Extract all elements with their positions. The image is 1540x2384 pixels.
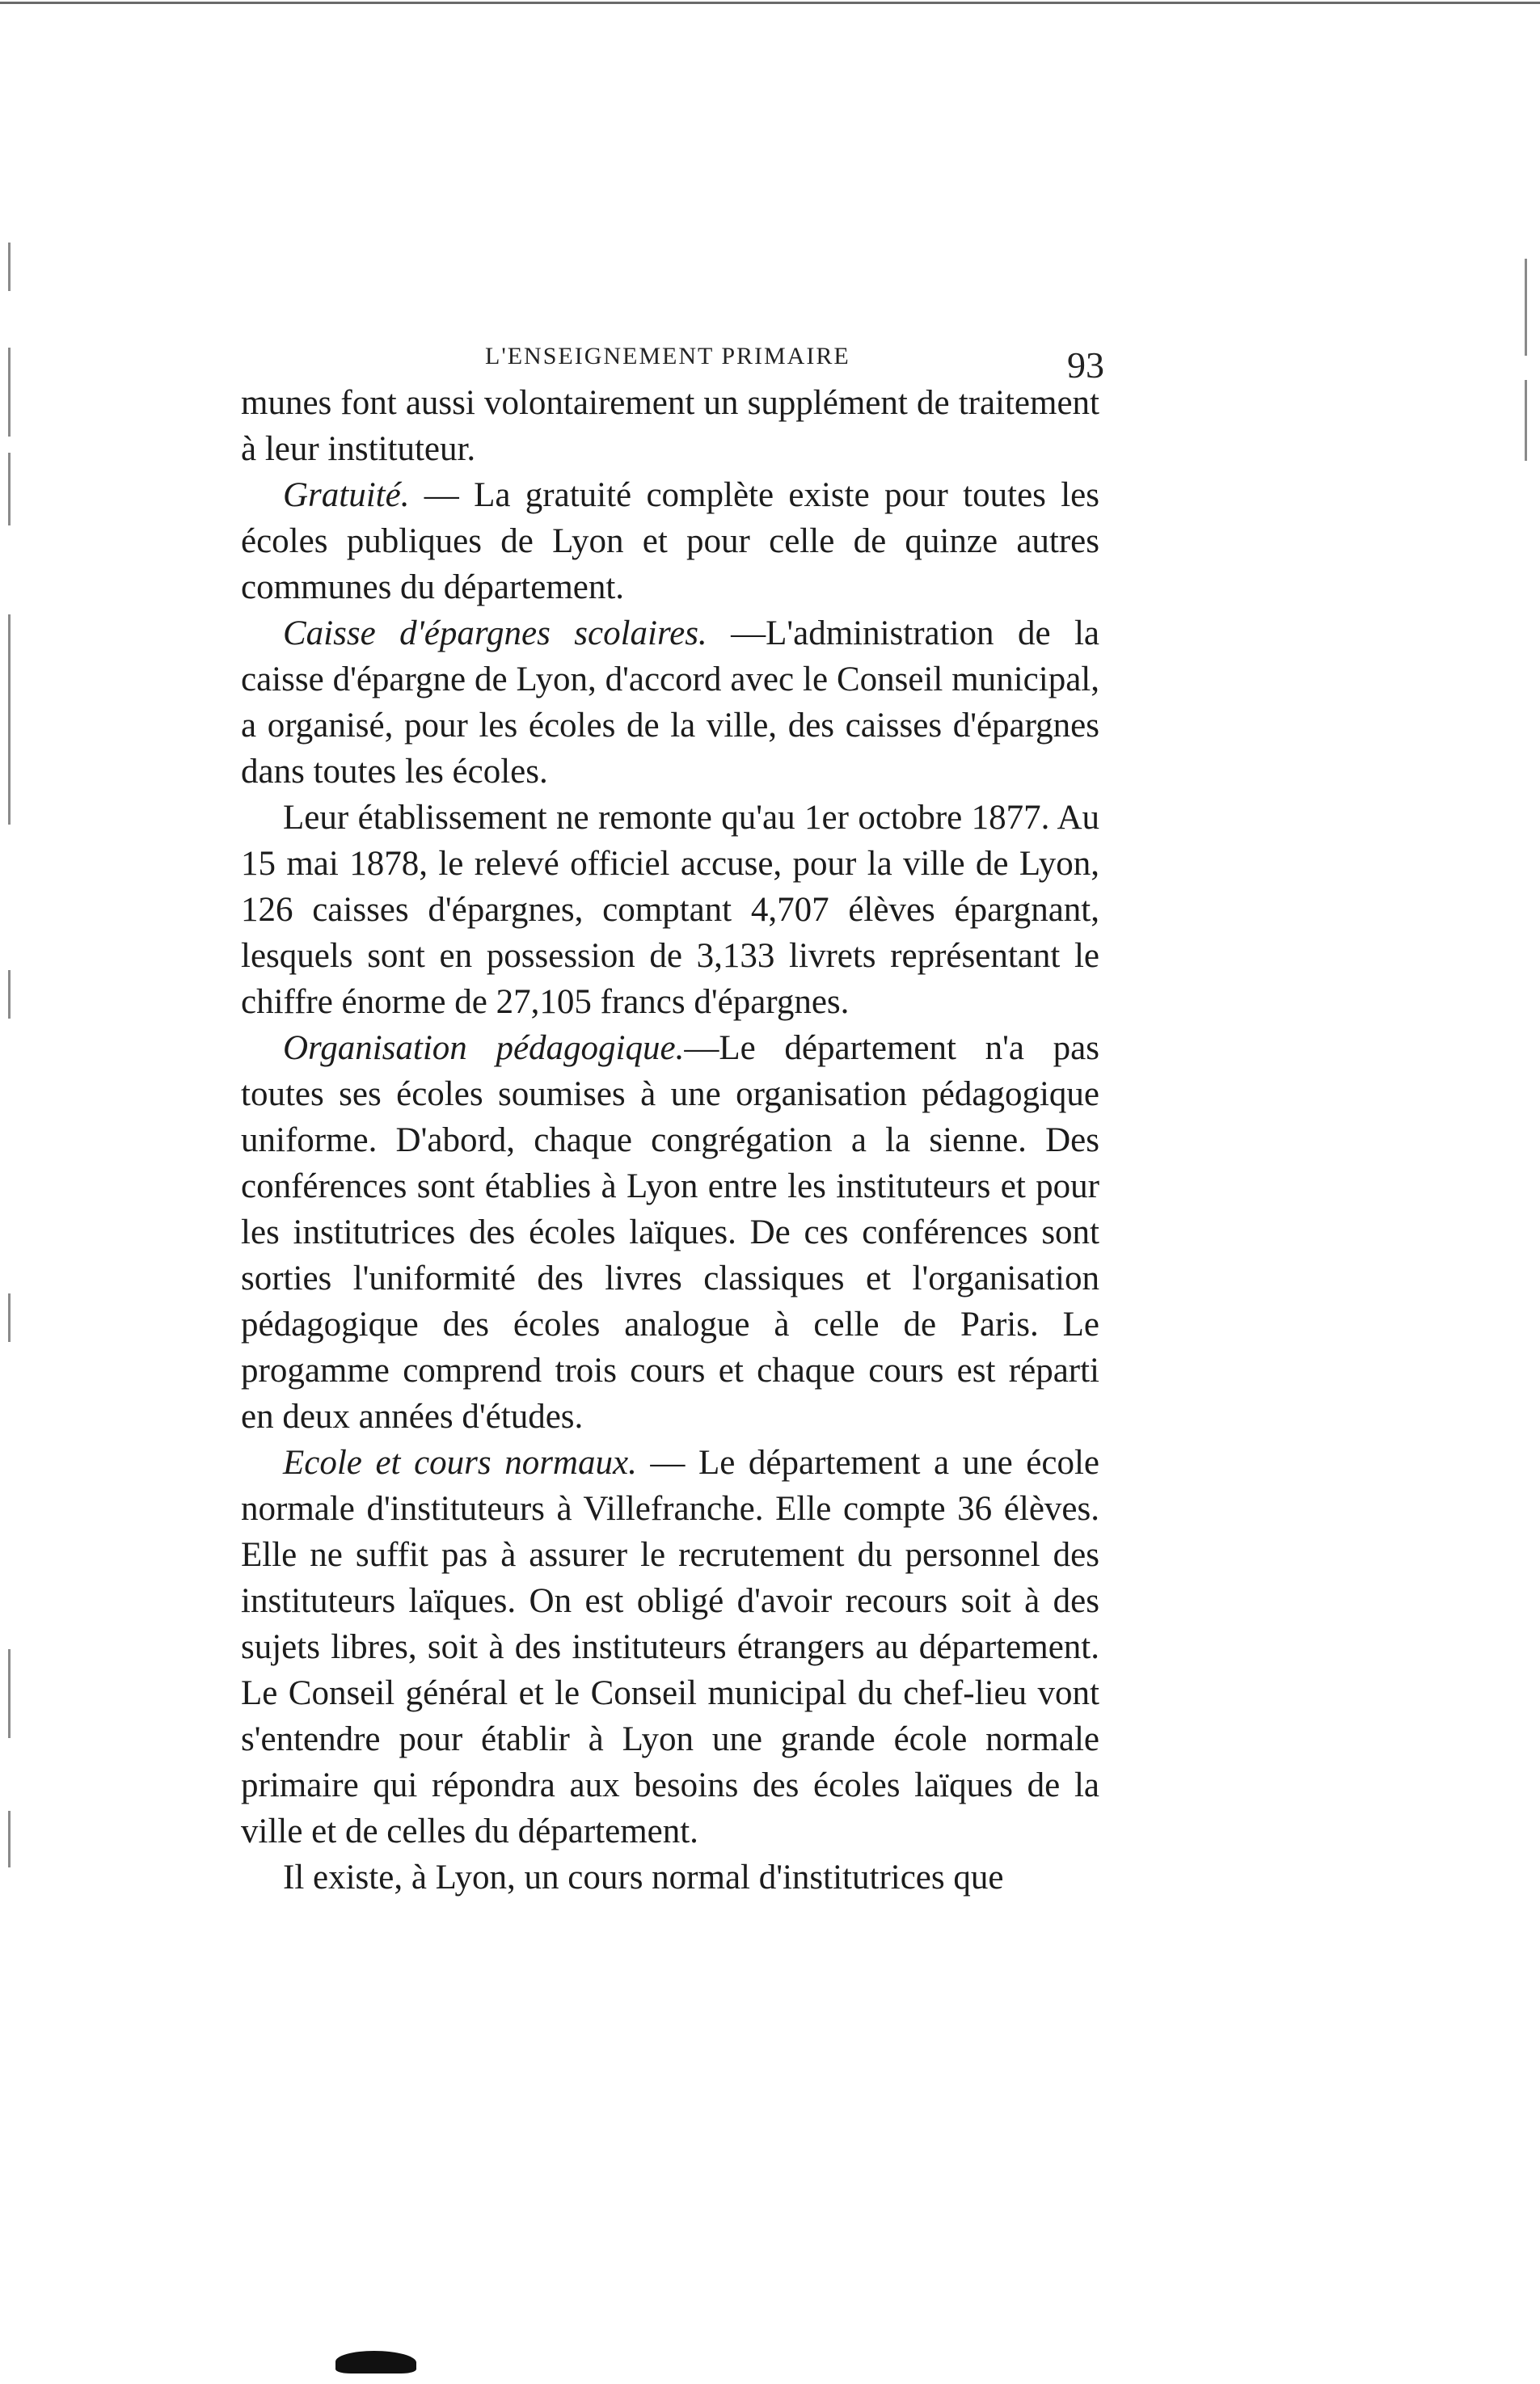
paragraph bbox=[241, 1025, 1099, 1440]
scan-margin-mark bbox=[8, 453, 11, 525]
scan-margin-mark bbox=[8, 348, 11, 437]
scan-margin-mark bbox=[8, 1811, 11, 1867]
body-text bbox=[241, 380, 1099, 1901]
ink-blot bbox=[335, 2351, 416, 2373]
paragraph-text: —Le département n'a pas toutes ses écoles soumises à une organisation pédagogique uniforme. D'abord, chaque congrégation a la sienne. Des conférences sont établies à Lyon entre les instituteurs et pour les institutrices des écoles laïques. De ces conférences sont sorties l'uniformité des livres classiques et l'organisation pédagogique des écoles analogue à celle de Paris. Le progamme comprend trois cours et chaque cours est réparti en deux années d'études. bbox=[241, 1029, 1099, 1436]
paragraph-rubric: Ecole et cours normaux. bbox=[283, 1444, 637, 1482]
scan-margin-mark bbox=[8, 614, 11, 825]
paragraph-text: Leur établissement ne remonte qu'au 1er octobre 1877. Au 15 mai 1878, le relevé officiel accuse, pour la ville de Lyon, 126 caisses d'épargnes, comptant 4,707 élèves épargnant, lesquels sont en possession de 3,133 livrets représentant le chiffre énorme de 27,105 francs d'épargnes. bbox=[241, 799, 1099, 1021]
paragraph bbox=[241, 1854, 1099, 1901]
paragraph-text: munes font aussi volontairement un supplément de traitement à leur instituteur. bbox=[241, 384, 1099, 468]
paragraph-rubric: Organisation pédagogique. bbox=[283, 1029, 685, 1067]
scan-margin-mark bbox=[8, 970, 11, 1019]
paragraph-text: — Le département a une école normale d'instituteurs à Villefranche. Elle compte 36 élèves. Elle ne suffit pas à assurer le recrutement du personnel des instituteurs laïques. On est obligé d'avoir recours soit à des sujets libres, soit à des instituteurs étrangers au département. Le Conseil général et le Conseil municipal du chef-lieu vont s'entendre pour établir à Lyon une grande école normale primaire qui répondra aux besoins des écoles laïques de la ville et de celles du département. bbox=[241, 1444, 1100, 1850]
scan-margin-mark bbox=[8, 1293, 11, 1342]
scan-top-edge bbox=[0, 2, 1540, 4]
paragraph-text: Il existe, à Lyon, un cours normal d'institutrices que bbox=[283, 1859, 1004, 1897]
paragraph bbox=[241, 1440, 1099, 1854]
page-number: 93 bbox=[1067, 344, 1104, 386]
paragraph-rubric: Caisse d'épargnes scolaires. bbox=[283, 614, 707, 652]
paragraph-rubric: Gratuité. bbox=[283, 476, 410, 514]
paragraph bbox=[241, 472, 1099, 610]
paragraph bbox=[241, 610, 1099, 795]
paragraph bbox=[241, 380, 1099, 472]
scan-margin-mark bbox=[8, 1649, 11, 1738]
paragraph bbox=[241, 795, 1099, 1025]
scan-margin-mark bbox=[8, 243, 11, 291]
paragraph-text: — La gratuité complète existe pour toutes les écoles publiques de Lyon et pour celle de quinze autres communes du département. bbox=[241, 476, 1099, 606]
scan-margin-mark bbox=[1525, 380, 1527, 461]
paragraph-text: —L'administration de la caisse d'épargne de Lyon, d'accord avec le Conseil municipal, a organisé, pour les écoles de la ville, des caisses d'épargnes dans toutes les écoles. bbox=[241, 614, 1099, 791]
scan-margin-mark bbox=[1525, 259, 1527, 356]
running-header: L'ENSEIGNEMENT PRIMAIRE bbox=[485, 343, 850, 369]
